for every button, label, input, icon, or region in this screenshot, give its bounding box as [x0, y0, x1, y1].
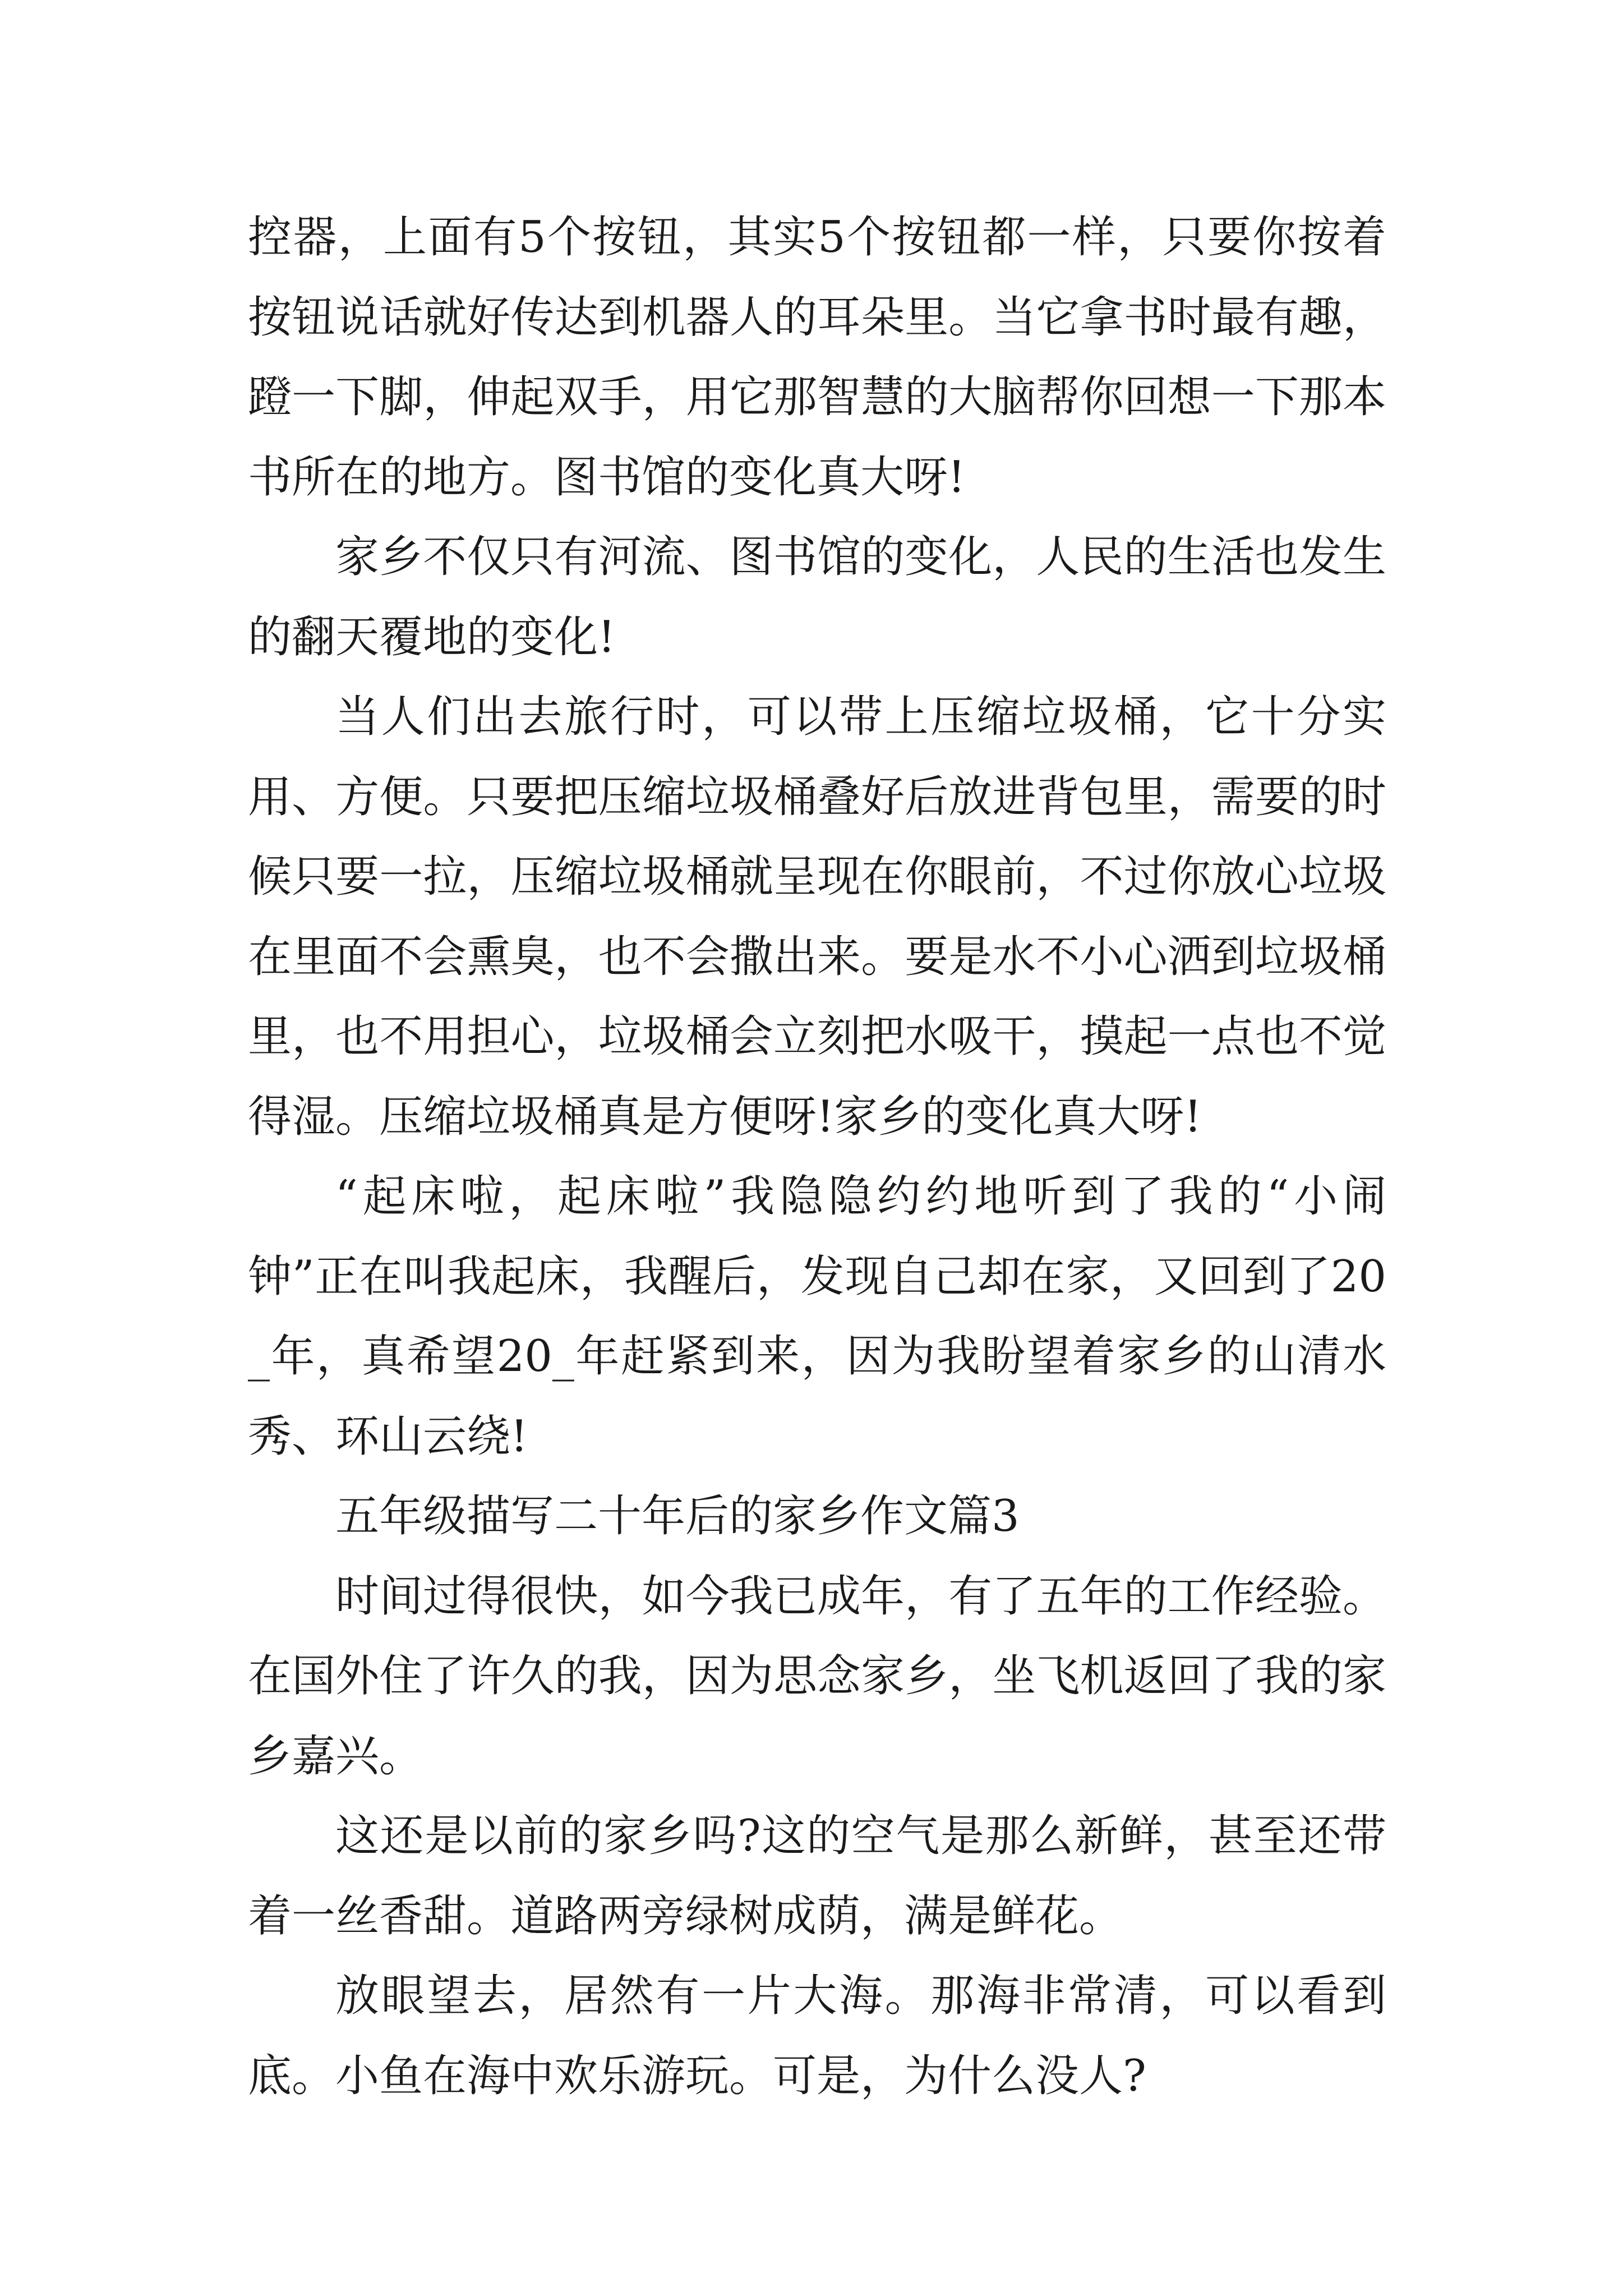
- paragraph-6: 这还是以前的家乡吗?这的空气是那么新鲜，甚至还带着一丝香甜。道路两旁绿树成荫，满是鲜花。: [248, 1811, 1386, 1941]
- paragraph-7: 放眼望去，居然有一片大海。那海非常清，可以看到底。小鱼在海中欢乐游玩。可是，为什么没人?: [248, 1971, 1386, 2101]
- paragraph-5: 时间过得很快，如今我已成年，有了五年的工作经验。在国外住了许久的我，因为思念家乡，坐飞机返回了我的家乡嘉兴。: [248, 1571, 1386, 1782]
- paragraph-4: “起床啦，起床啦”我隐隐约约地听到了我的“小闹钟”正在叫我起床，我醒后，发现自己却在家，又回到了20_年，真希望20_年赶紧到来，因为我盼望着家乡的山清水秀、环山云绕!: [248, 1171, 1386, 1462]
- document-body: [248, 197, 1386, 2116]
- paragraph-3: 当人们出去旅行时，可以带上压缩垃圾桶，它十分实用、方便。只要把压缩垃圾桶叠好后放进背包里，需要的时候只要一拉，压缩垃圾桶就呈现在你眼前，不过你放心垃圾在里面不会熏臭，也不会撒出来。要是水不小心洒到垃圾桶里，也不用担心，垃圾桶会立刻把水吸干，摸起一点也不觉得湿。压缩垃圾桶真是方便呀!家乡的变化真大呀!: [248, 692, 1386, 1142]
- section-heading: 五年级描写二十年后的家乡作文篇3: [335, 1491, 1020, 1542]
- paragraph-1: 控器，上面有5个按钮，其实5个按钮都一样，只要你按着按钮说话就好传达到机器人的耳朵里。当它拿书时最有趣，蹬一下脚，伸起双手，用它那智慧的大脑帮你回想一下那本书所在的地方。图书馆的变化真大呀!: [248, 212, 1386, 503]
- paragraph-2: 家乡不仅只有河流、图书馆的变化，人民的生活也发生的翻天覆地的变化!: [248, 532, 1386, 662]
